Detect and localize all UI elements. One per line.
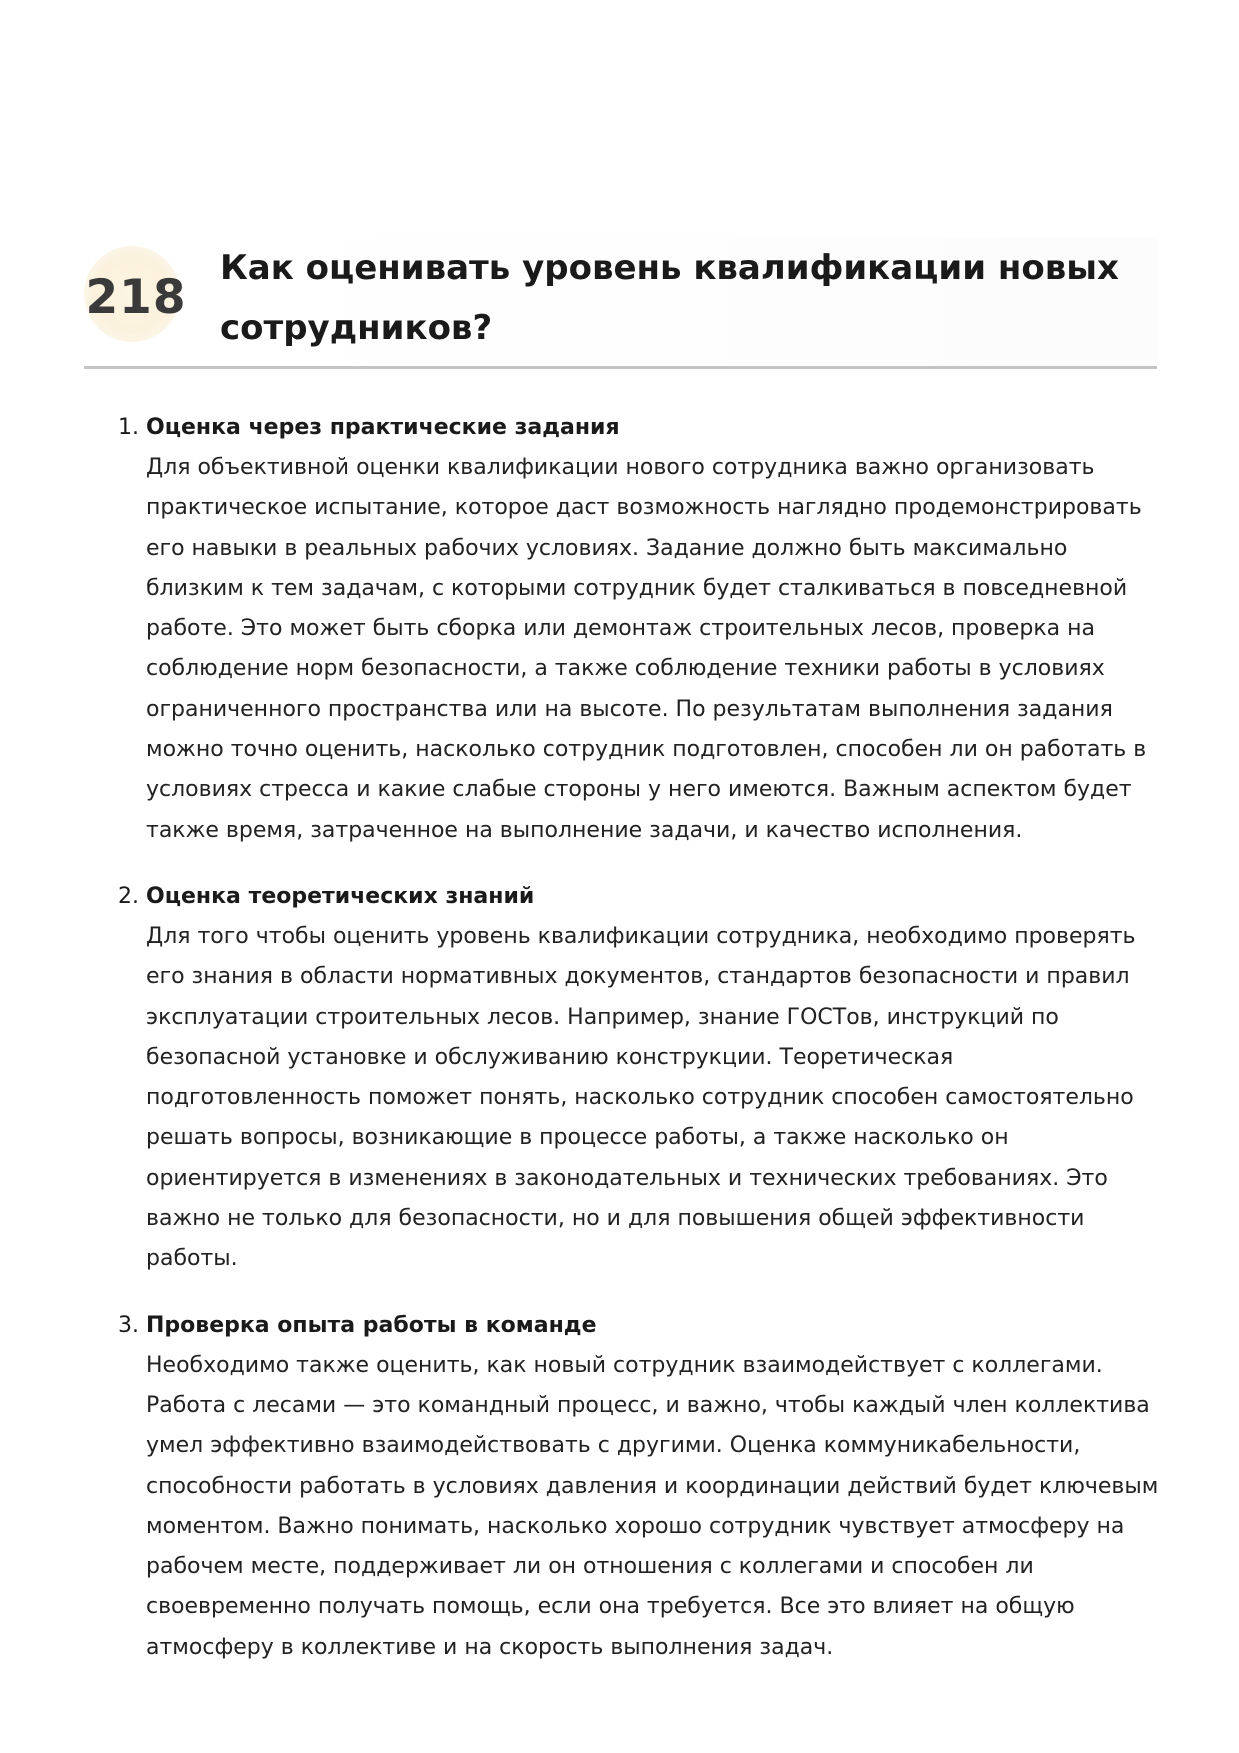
list-item-text: Для объективной оценки квалификации нового сотрудника важно организовать практическое испытание, которое даст возможность наглядно продемонстрировать его навыки в реальных рабочих условиях. Задание должно быть максимально близким к тем задачам, с которыми сотрудник будет сталкиваться в повседневной работе. Это может быть сборка или демонтаж строительных лесов, проверка на соблюдение норм безопасности, а также соблюдение техники работы в условиях ограниченного пространства или на высоте. По результатам выполнения задания можно точно оценить, насколько сотрудник подготовлен, способен ли он работать в условиях стресса и какие слабые стороны у него имеются. Важным аспектом будет также время, затраченное на выполнение задачи, и качество исполнения. <box>146 455 1147 843</box>
numbered-list <box>118 408 1163 1694</box>
list-item <box>118 408 1163 851</box>
list-item-head <box>118 1306 1163 1346</box>
list-item-number: 1. <box>118 415 139 440</box>
list-item-number: 3. <box>118 1312 139 1338</box>
list-item-heading: Оценка теоретических знаний <box>146 883 535 909</box>
list-item-number: 2. <box>118 883 139 909</box>
list-item-heading: Проверка опыта работы в команде <box>146 1312 597 1338</box>
list-item-heading: Оценка через практические задания <box>146 415 620 440</box>
list-item <box>118 1306 1163 1668</box>
page-number: 218 <box>85 270 187 325</box>
list-item-text: Необходимо также оценить, как новый сотрудник взаимодействует с коллегами. Работа с лесами — это командный процесс, и важно, чтобы каждый член коллектива умел эффективно взаимодействовать с другими. Оценка коммуникабельности, способности работать в условиях давления и координации действий будет ключевым моментом. Важно понимать, насколько хорошо сотрудник чувствует атмосферу на рабочем месте, поддерживает ли он отношения с коллегами и способен ли своевременно получать помощь, если она требуется. Все это влияет на общую атмосферу в коллективе и на скорость выполнения задач. <box>146 1352 1159 1660</box>
list-item <box>118 877 1163 1280</box>
list-item-head <box>118 877 1163 917</box>
list-item-head <box>118 408 1163 448</box>
list-item-text: Для того чтобы оценить уровень квалификации сотрудника, необходимо проверять его знания в области нормативных документов, стандартов безопасности и правил эксплуатации строительных лесов. Например, знание ГОСТов, инструкций по безопасной установке и обслуживанию конструкции. Теоретическая подготовленность поможет понять, насколько сотрудник способен самостоятельно решать вопросы, возникающие в процессе работы, а также насколько он ориентируется в изменениях в законодательных и технических требованиях. Это важно не только для безопасности, но и для повышения общей эффективности работы. <box>146 923 1136 1272</box>
section-header <box>84 238 1157 369</box>
section-title: Как оценивать уровень квалификации новых сотрудников? <box>220 248 1119 348</box>
